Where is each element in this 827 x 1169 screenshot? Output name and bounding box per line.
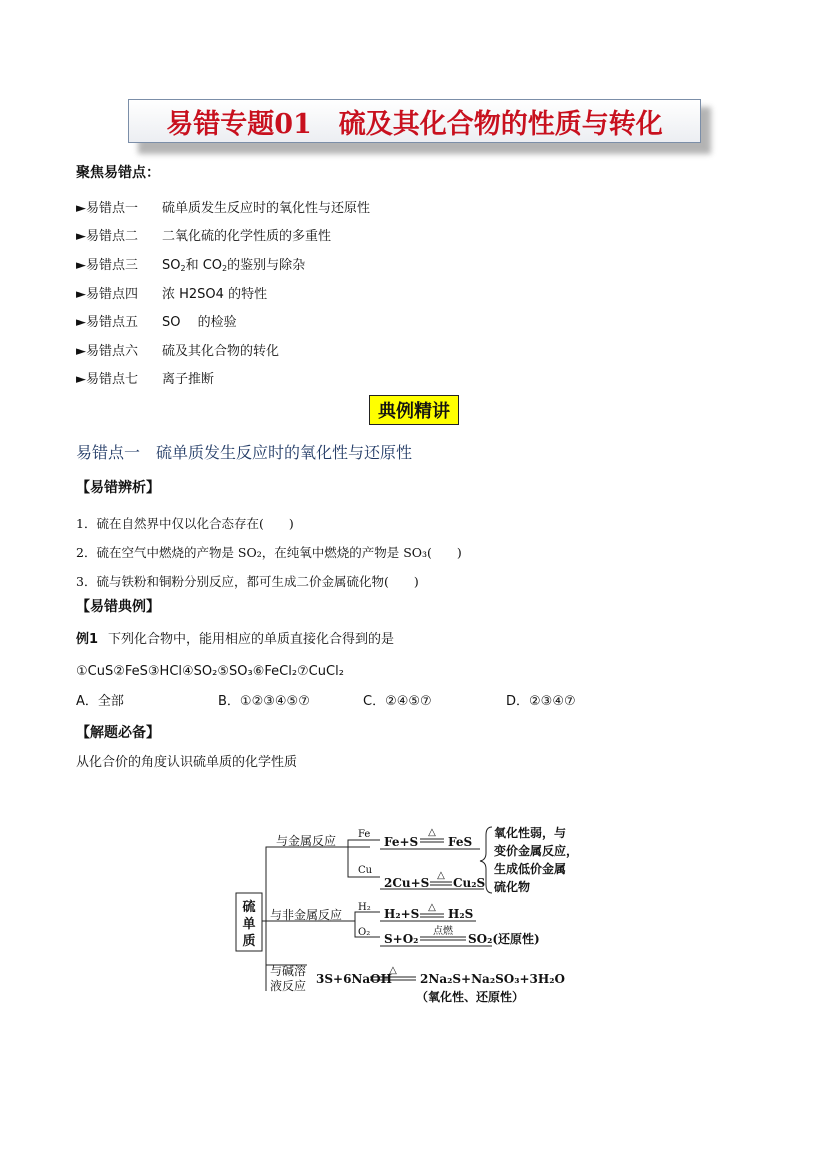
cu-product: Cu₂S (453, 876, 486, 890)
analysis-label: 【易错辨析】 (76, 480, 160, 496)
metal-note: 氧化性弱，与 (494, 826, 567, 840)
focus-item-text: 硫及其化合物的转化 (162, 343, 280, 359)
fe-label: Fe (358, 829, 371, 840)
option-c: C．②④⑤⑦ (363, 694, 432, 709)
cu-label: Cu (358, 865, 373, 876)
metal-branch-label: 与金属反应 (276, 834, 337, 848)
section-badge: 典例精讲 (369, 395, 459, 425)
focus-list (76, 192, 370, 392)
root-char: 质 (242, 934, 256, 949)
analysis-item: 2．硫在空气中燃烧的产物是 SO₂，在纯氧中燃烧的产物是 SO₃( ) (76, 544, 462, 560)
option-b: B．①②③④⑤⑦ (218, 694, 310, 709)
focus-item (76, 306, 370, 335)
h2-label: H₂ (358, 902, 371, 913)
formula-text: 和 CO (185, 257, 223, 273)
o2-condition: 点燃 (433, 926, 453, 937)
focus-item (76, 249, 370, 278)
cu-equation: 2Cu+S (384, 876, 430, 890)
formula-text: 的鉴别与除杂 (227, 257, 306, 273)
essentials-label: 【解题必备】 (76, 725, 160, 741)
example-text: 下列化合物中，能用相应的单质直接化合得到的是 (108, 632, 395, 647)
option-a: A．全部 (76, 694, 124, 709)
o2-label: O₂ (358, 927, 371, 938)
focus-item-text (162, 254, 305, 273)
focus-item-text: 离子推断 (162, 372, 215, 388)
option-d: D．②③④⑦ (506, 694, 576, 709)
alkali-equation: 3S+6NaOH (316, 972, 392, 986)
h2-product: H₂S (448, 907, 474, 921)
focus-item-label: ►易错点三 (76, 257, 138, 273)
sulfur-reaction-diagram (230, 815, 600, 1015)
fe-product: FeS (448, 835, 473, 849)
delta-sign: △ (389, 965, 397, 976)
analysis-list (76, 508, 462, 595)
focus-item-text: SO 的检验 (162, 315, 237, 331)
root-char: 硫 (242, 900, 256, 915)
subscript: 2 (180, 263, 186, 273)
metal-note: 生成低价金属 (494, 862, 567, 876)
focus-item (76, 221, 370, 250)
focus-item (76, 364, 370, 393)
analysis-item: 1．硫在自然界中仅以化合态存在( ) (76, 515, 294, 531)
delta-sign: △ (437, 870, 445, 881)
formula-text: SO (162, 257, 181, 273)
title-box (128, 99, 701, 143)
example-compounds: ①CuS②FeS③HCl④SO₂⑤SO₃⑥FeCl₂⑦CuCl₂ (76, 664, 344, 679)
focus-item-label: ►易错点四 (76, 286, 138, 302)
delta-sign: △ (428, 902, 436, 913)
focus-item-label: ►易错点六 (76, 343, 138, 359)
alkali-branch-label: 与碱溶 (270, 964, 307, 978)
focus-item-label: ►易错点五 (76, 315, 138, 331)
example-question (76, 628, 394, 647)
focus-item-text: 浓 H2SO4 的特性 (162, 286, 268, 302)
h2-equation: H₂+S (384, 907, 420, 921)
focus-heading: 聚焦易错点： (76, 165, 160, 181)
focus-item-label: ►易错点二 (76, 229, 138, 245)
o2-product: SO₂(还原性) (468, 932, 540, 946)
page-title: 易错专题01 硫及其化合物的性质与转化 (166, 108, 663, 140)
alkali-branch-label: 液反应 (270, 979, 307, 993)
o2-equation: S+O₂ (384, 932, 419, 946)
alkali-note: （氧化性、还原性） (416, 990, 525, 1004)
essentials-intro: 从化合价的角度认识硫单质的化学性质 (76, 755, 298, 770)
alkali-product: 2Na₂S+Na₂SO₃+3H₂O (420, 972, 565, 986)
focus-item (76, 192, 370, 221)
metal-note: 硫化物 (494, 880, 531, 894)
delta-sign: △ (428, 827, 436, 838)
focus-item (76, 278, 370, 307)
nonmetal-branch-label: 与非金属反应 (270, 908, 343, 922)
fe-equation: Fe+S (384, 835, 419, 849)
example-number: 例1 (76, 632, 99, 647)
focus-item-label: ►易错点七 (76, 372, 138, 388)
title-banner (128, 99, 701, 146)
analysis-item: 3．硫与铁粉和铜粉分别反应，都可生成二价金属硫化物( ) (76, 573, 419, 589)
root-char: 单 (242, 917, 256, 932)
focus-item (76, 335, 370, 364)
metal-note: 变价金属反应， (494, 844, 579, 858)
section-title: 易错点一 硫单质发生反应时的氧化性与还原性 (76, 443, 413, 462)
focus-item-text: 二氧化硫的化学性质的多重性 (162, 229, 332, 245)
focus-item-label: ►易错点一 (76, 200, 138, 216)
focus-item-text: 硫单质发生反应时的氧化性与还原性 (162, 200, 371, 216)
subscript: 2 (222, 263, 228, 273)
example-label: 【易错典例】 (76, 599, 160, 615)
